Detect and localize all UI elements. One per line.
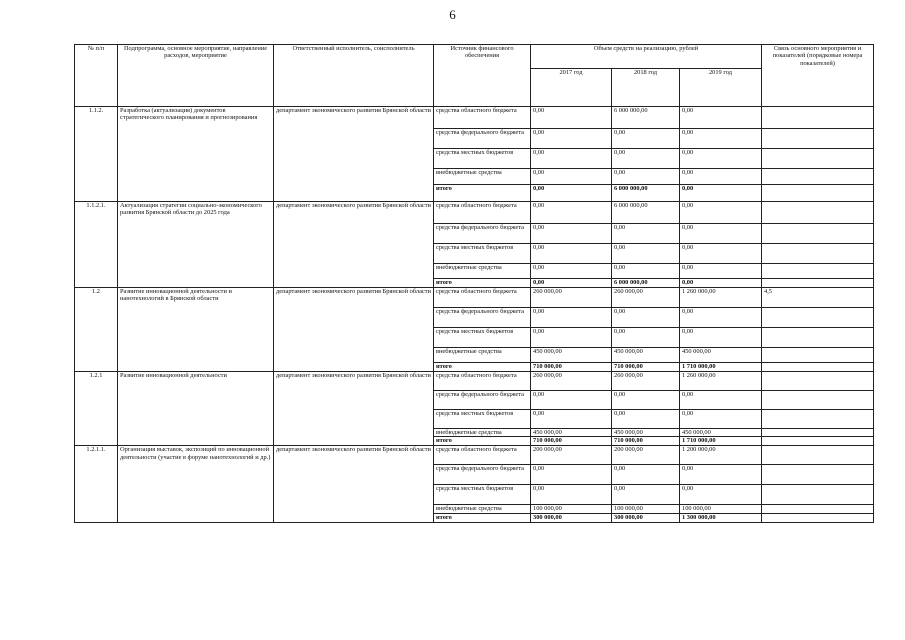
amount-cell: 450 000,00 bbox=[531, 348, 612, 363]
funding-source: средства федерального бюджета bbox=[434, 308, 531, 328]
funding-source: средства федерального бюджета bbox=[434, 129, 531, 149]
amount-cell: 0,00 bbox=[531, 264, 612, 279]
amount-cell: 6 000 000,00 bbox=[612, 107, 680, 129]
amount-cell: 0,00 bbox=[680, 185, 762, 202]
row-number: 1.2 bbox=[75, 288, 118, 372]
header-no: № п/п bbox=[75, 45, 118, 107]
amount-cell: 710 000,00 bbox=[531, 363, 612, 372]
indicator-link-empty bbox=[762, 279, 874, 288]
indicator-link-empty bbox=[762, 149, 874, 169]
amount-cell: 260 000,00 bbox=[531, 288, 612, 308]
amount-cell: 0,00 bbox=[531, 202, 612, 224]
header-volume: Объем средств на реализацию, рублей bbox=[531, 45, 762, 69]
amount-cell: 0,00 bbox=[612, 129, 680, 149]
funding-source: средства местных бюджетов bbox=[434, 244, 531, 264]
indicator-link-empty bbox=[762, 244, 874, 264]
indicator-link-empty bbox=[762, 224, 874, 244]
amount-cell: 0,00 bbox=[680, 107, 762, 129]
amount-cell: 0,00 bbox=[680, 308, 762, 328]
amount-cell: 450 000,00 bbox=[531, 429, 612, 437]
funding-source: итого bbox=[434, 514, 531, 523]
amount-cell: 6 000 000,00 bbox=[612, 185, 680, 202]
amount-cell: 0,00 bbox=[531, 328, 612, 348]
amount-cell: 1 260 000,00 bbox=[680, 288, 762, 308]
amount-cell: 100 000,00 bbox=[531, 505, 612, 514]
indicator-link-empty bbox=[762, 129, 874, 149]
amount-cell: 0,00 bbox=[680, 224, 762, 244]
funding-source: средства федерального бюджета bbox=[434, 465, 531, 485]
amount-cell: 0,00 bbox=[612, 308, 680, 328]
amount-cell: 1 260 000,00 bbox=[680, 372, 762, 391]
amount-cell: 450 000,00 bbox=[612, 429, 680, 437]
funding-source: средства областного бюджета bbox=[434, 372, 531, 391]
header-link: Связь основного мероприятия и показателей (порядковые номера показателей) bbox=[762, 45, 874, 107]
amount-cell: 0,00 bbox=[531, 308, 612, 328]
amount-cell: 0,00 bbox=[531, 169, 612, 185]
funding-source: внебюджетные средства bbox=[434, 169, 531, 185]
indicator-link bbox=[762, 202, 874, 224]
funding-source: итого bbox=[434, 437, 531, 446]
amount-cell: 1 710 000,00 bbox=[680, 437, 762, 446]
indicator-link-empty bbox=[762, 437, 874, 446]
amount-cell: 0,00 bbox=[680, 328, 762, 348]
indicator-link bbox=[762, 372, 874, 391]
indicator-link-empty bbox=[762, 169, 874, 185]
funding-source: средства местных бюджетов bbox=[434, 410, 531, 429]
executor: департамент экономического развития Брянской области bbox=[274, 372, 434, 446]
funding-source: средства областного бюджета bbox=[434, 107, 531, 129]
amount-cell: 260 000,00 bbox=[531, 372, 612, 391]
activity-name: Разработка (актуализация) документов стратегического планирования и прогнозирования bbox=[118, 107, 274, 202]
amount-cell: 1 200 000,00 bbox=[680, 446, 762, 465]
amount-cell: 200 000,00 bbox=[531, 446, 612, 465]
amount-cell: 0,00 bbox=[680, 410, 762, 429]
indicator-link-empty bbox=[762, 348, 874, 363]
indicator-link-empty bbox=[762, 391, 874, 410]
amount-cell: 0,00 bbox=[680, 202, 762, 224]
amount-cell: 0,00 bbox=[680, 169, 762, 185]
table-body bbox=[75, 107, 874, 523]
indicator-link-empty bbox=[762, 185, 874, 202]
indicator-link-empty bbox=[762, 328, 874, 348]
budget-table bbox=[74, 44, 874, 523]
funding-source: средства областного бюджета bbox=[434, 202, 531, 224]
activity-name: Развитие инновационной деятельности bbox=[118, 372, 274, 446]
funding-source: итого bbox=[434, 363, 531, 372]
amount-cell: 0,00 bbox=[531, 244, 612, 264]
activity-name: Актуализация стратегии социально-экономического развития Брянской области до 2025 года bbox=[118, 202, 274, 288]
amount-cell: 0,00 bbox=[680, 485, 762, 505]
table-row bbox=[75, 288, 874, 308]
table-row bbox=[75, 446, 874, 465]
amount-cell: 0,00 bbox=[531, 129, 612, 149]
executor: департамент экономического развития Брянской области bbox=[274, 446, 434, 523]
amount-cell: 0,00 bbox=[531, 485, 612, 505]
header-executor: Ответственный исполнитель, соисполнитель bbox=[274, 45, 434, 107]
page-number: 6 bbox=[449, 7, 456, 22]
amount-cell: 0,00 bbox=[680, 391, 762, 410]
header-source: Источник финансового обеспечения bbox=[434, 45, 531, 107]
amount-cell: 710 000,00 bbox=[612, 363, 680, 372]
indicator-link-empty bbox=[762, 429, 874, 437]
amount-cell: 0,00 bbox=[680, 264, 762, 279]
row-number: 1.2.1.1. bbox=[75, 446, 118, 523]
amount-cell: 450 000,00 bbox=[612, 348, 680, 363]
amount-cell: 450 000,00 bbox=[680, 429, 762, 437]
amount-cell: 0,00 bbox=[680, 244, 762, 264]
amount-cell: 0,00 bbox=[612, 169, 680, 185]
amount-cell: 0,00 bbox=[531, 465, 612, 485]
amount-cell: 0,00 bbox=[531, 149, 612, 169]
amount-cell: 0,00 bbox=[612, 410, 680, 429]
indicator-link-empty bbox=[762, 465, 874, 485]
funding-source: итого bbox=[434, 185, 531, 202]
amount-cell: 0,00 bbox=[612, 264, 680, 279]
indicator-link-empty bbox=[762, 363, 874, 372]
row-number: 1.2.1 bbox=[75, 372, 118, 446]
amount-cell: 200 000,00 bbox=[612, 446, 680, 465]
executor: департамент экономического развития Брянской области bbox=[274, 202, 434, 288]
header-year: 2019 год bbox=[680, 69, 762, 107]
funding-source: средства областного бюджета bbox=[434, 446, 531, 465]
table-row bbox=[75, 372, 874, 391]
amount-cell: 260 000,00 bbox=[612, 372, 680, 391]
amount-cell: 0,00 bbox=[612, 224, 680, 244]
funding-source: средства местных бюджетов bbox=[434, 328, 531, 348]
amount-cell: 0,00 bbox=[531, 224, 612, 244]
amount-cell: 260 000,00 bbox=[612, 288, 680, 308]
amount-cell: 0,00 bbox=[680, 129, 762, 149]
funding-source: средства федерального бюджета bbox=[434, 224, 531, 244]
amount-cell: 100 000,00 bbox=[612, 505, 680, 514]
funding-source: средства областного бюджета bbox=[434, 288, 531, 308]
amount-cell: 0,00 bbox=[680, 149, 762, 169]
indicator-link-empty bbox=[762, 514, 874, 523]
funding-source: средства местных бюджетов bbox=[434, 149, 531, 169]
amount-cell: 0,00 bbox=[612, 149, 680, 169]
activity-name: Развитие инновационной деятельности и нанотехнологий в Брянской области bbox=[118, 288, 274, 372]
amount-cell: 0,00 bbox=[612, 391, 680, 410]
funding-source: итого bbox=[434, 279, 531, 288]
amount-cell: 0,00 bbox=[612, 328, 680, 348]
executor: департамент экономического развития Брянской области bbox=[274, 107, 434, 202]
row-number: 1.1.2. bbox=[75, 107, 118, 202]
amount-cell: 0,00 bbox=[531, 391, 612, 410]
amount-cell: 0,00 bbox=[612, 465, 680, 485]
funding-source: внебюджетные средства bbox=[434, 264, 531, 279]
indicator-link-empty bbox=[762, 505, 874, 514]
indicator-link-empty bbox=[762, 485, 874, 505]
funding-source: средства местных бюджетов bbox=[434, 485, 531, 505]
funding-source: внебюджетные средства bbox=[434, 348, 531, 363]
amount-cell: 6 000 000,00 bbox=[612, 279, 680, 288]
amount-cell: 0,00 bbox=[680, 465, 762, 485]
indicator-link bbox=[762, 446, 874, 465]
indicator-link-empty bbox=[762, 264, 874, 279]
indicator-link bbox=[762, 107, 874, 129]
amount-cell: 710 000,00 bbox=[531, 437, 612, 446]
amount-cell: 0,00 bbox=[531, 185, 612, 202]
header-year: 2017 год bbox=[531, 69, 612, 107]
table-row bbox=[75, 107, 874, 129]
indicator-link: 4,5 bbox=[762, 288, 874, 308]
funding-source: внебюджетные средства bbox=[434, 505, 531, 514]
executor: департамент экономического развития Брянской области bbox=[274, 288, 434, 372]
funding-source: средства федерального бюджета bbox=[434, 391, 531, 410]
amount-cell: 0,00 bbox=[531, 410, 612, 429]
amount-cell: 300 000,00 bbox=[612, 514, 680, 523]
amount-cell: 450 000,00 bbox=[680, 348, 762, 363]
indicator-link-empty bbox=[762, 410, 874, 429]
header-subprogram: Подпрограмма, основное мероприятие, направление расходов, мероприятие bbox=[118, 45, 274, 107]
amount-cell: 100 000,00 bbox=[680, 505, 762, 514]
amount-cell: 300 000,00 bbox=[531, 514, 612, 523]
row-number: 1.1.2.1. bbox=[75, 202, 118, 288]
amount-cell: 0,00 bbox=[612, 244, 680, 264]
amount-cell: 1 710 000,00 bbox=[680, 363, 762, 372]
indicator-link-empty bbox=[762, 308, 874, 328]
activity-name: Организация выставок, экспозиций по инновационной деятельности (участие в форуме нанотехнологий и др.) bbox=[118, 446, 274, 523]
amount-cell: 710 000,00 bbox=[612, 437, 680, 446]
header-year: 2018 год bbox=[612, 69, 680, 107]
amount-cell: 0,00 bbox=[680, 279, 762, 288]
amount-cell: 1 300 000,00 bbox=[680, 514, 762, 523]
amount-cell: 6 000 000,00 bbox=[612, 202, 680, 224]
amount-cell: 0,00 bbox=[531, 279, 612, 288]
table-row bbox=[75, 202, 874, 224]
funding-source: внебюджетные средства bbox=[434, 429, 531, 437]
amount-cell: 0,00 bbox=[612, 485, 680, 505]
amount-cell: 0,00 bbox=[531, 107, 612, 129]
